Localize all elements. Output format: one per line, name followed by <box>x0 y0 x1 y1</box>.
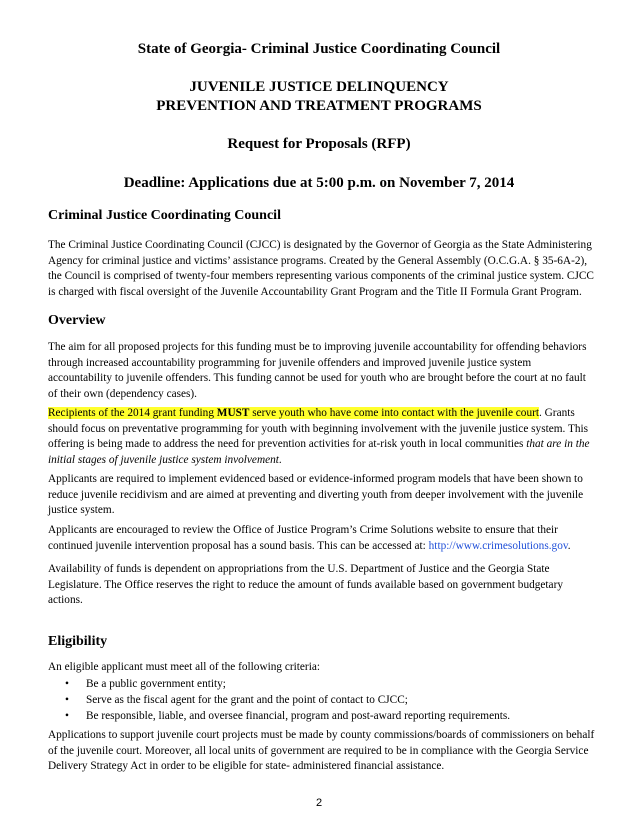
bullet-icon: • <box>65 710 69 722</box>
text-line: of their own (dependency cases). <box>48 387 197 400</box>
program-title-line-2: PREVENTION AND TREATMENT PROGRAMS <box>156 98 482 114</box>
text-line: justice system. <box>48 504 115 516</box>
deadline: Deadline: Applications due at 5:00 p.m. on November 7, 2014 <box>123 175 515 191</box>
overview-paragraph-2 <box>48 406 606 468</box>
text-line: Agency for criminal justice and victims’ assistance programs. Created by the General Assembly (O.C.G.A. § 35-6A-2), <box>48 254 588 267</box>
text-line: Availability of funds is dependent on appropriations from the U.S. Department of Justice and the Georgia State <box>48 563 550 575</box>
text-line: Applicants are encouraged to review the Office of Justice Program’s Crime Solutions website to ensure that their <box>48 524 558 536</box>
list-item <box>48 708 510 724</box>
text-line: accountability to juvenile offenders. This funding cannot be used for youth who are brought before the court at no fault <box>48 372 586 384</box>
text-line: Delivery Strategy Act in order to be eligible for state- administered financial assistance. <box>48 760 445 772</box>
eligibility-intro: An eligible applicant must meet all of the following criteria: <box>48 661 320 673</box>
criteria-text: Be a public government entity; <box>86 678 226 690</box>
text-line: through increased accountability programming for juvenile offenders and improved juvenile justice system <box>48 356 532 369</box>
text-line: actions. <box>48 594 83 606</box>
overview-heading: Overview <box>48 313 106 328</box>
text-line <box>48 437 606 453</box>
text-line <box>48 406 606 422</box>
italic-text: that are in the <box>526 438 590 450</box>
text-line: of the juvenile court. Moreover, all local units of government are required to be in compliance with the Georgia Service <box>48 744 589 757</box>
overview-paragraph-1 <box>48 340 606 402</box>
text-part: offering is being made to address the need for prevention activities for at-risk youth in local communities <box>48 438 527 450</box>
eligibility-closing-paragraph <box>48 728 606 775</box>
rfp-title: Request for Proposals (RFP) <box>227 136 411 152</box>
overview-paragraph-4 <box>48 523 606 554</box>
crime-solutions-link[interactable]: http://www.crimesolutions.gov <box>428 539 568 552</box>
emphasis-must: MUST <box>216 407 250 419</box>
bullet-icon: • <box>65 694 69 706</box>
overview-paragraph-3 <box>48 472 606 519</box>
program-title-line-1: JUVENILE JUSTICE DELINQUENCY <box>189 79 449 95</box>
list-item <box>48 676 510 692</box>
cjcc-heading: Criminal Justice Coordinating Council <box>48 208 281 223</box>
highlight-part: serve youth who have come into contact with the juvenile court <box>249 407 539 419</box>
text-line <box>48 453 606 469</box>
criteria-text: Be responsible, liable, and oversee financial, program and post-award reporting requirements. <box>86 710 511 722</box>
text-part: continued juvenile intervention proposal has a sound basis. This can be accessed at: <box>48 539 429 552</box>
text-line: Legislature. The Office reserves the right to reduce the amount of funds available based on government budgetary <box>48 578 563 591</box>
text-line: Applications to support juvenile court projects must be made by county commissions/boards of commissioners on behalf <box>48 729 595 741</box>
text-line: The aim for all proposed projects for this funding must be to improving juvenile accountability for offending behaviors <box>48 341 587 353</box>
text-part: . <box>567 539 571 552</box>
eligibility-criteria-list <box>48 676 510 724</box>
eligibility-heading: Eligibility <box>48 634 108 649</box>
text-line: is charged with fiscal oversight of the Juvenile Accountability Grant Program and the Title II Formula Grant Program. <box>48 285 582 298</box>
text-part: . <box>278 453 282 466</box>
org-title: State of Georgia- Criminal Justice Coordinating Council <box>137 41 501 57</box>
list-item <box>48 692 510 708</box>
bullet-icon: • <box>65 678 69 690</box>
text-part: . Grants <box>539 407 575 419</box>
text-line: The Criminal Justice Coordinating Council (CJCC) is designated by the Governor of Georgia as the State Administering <box>48 239 592 251</box>
overview-paragraph-5 <box>48 562 606 609</box>
text-line: should focus on preventative programming for youth with beginning involvement with the juvenile justice system. This <box>48 422 589 435</box>
text-line <box>48 539 606 555</box>
page-number: 2 <box>315 797 323 809</box>
criteria-text: Serve as the fiscal agent for the grant and the point of contact to CJCC; <box>86 694 408 706</box>
highlighted-text <box>48 407 539 419</box>
highlight-part: Recipients of the 2014 grant funding <box>48 407 217 419</box>
text-line: the Council is comprised of twenty-four members representing various components of the criminal justice system. CJCC <box>48 270 594 282</box>
text-line: reduce juvenile recidivism and are aimed at preventing and diverting youth from deeper involvement with the juvenile <box>48 488 584 501</box>
text-line: Applicants are required to implement evidenced based or evidence-informed program models that have been shown to <box>48 473 583 485</box>
cjcc-paragraph <box>48 238 606 300</box>
italic-text: initial stages of juvenile justice system involvement <box>48 453 279 466</box>
